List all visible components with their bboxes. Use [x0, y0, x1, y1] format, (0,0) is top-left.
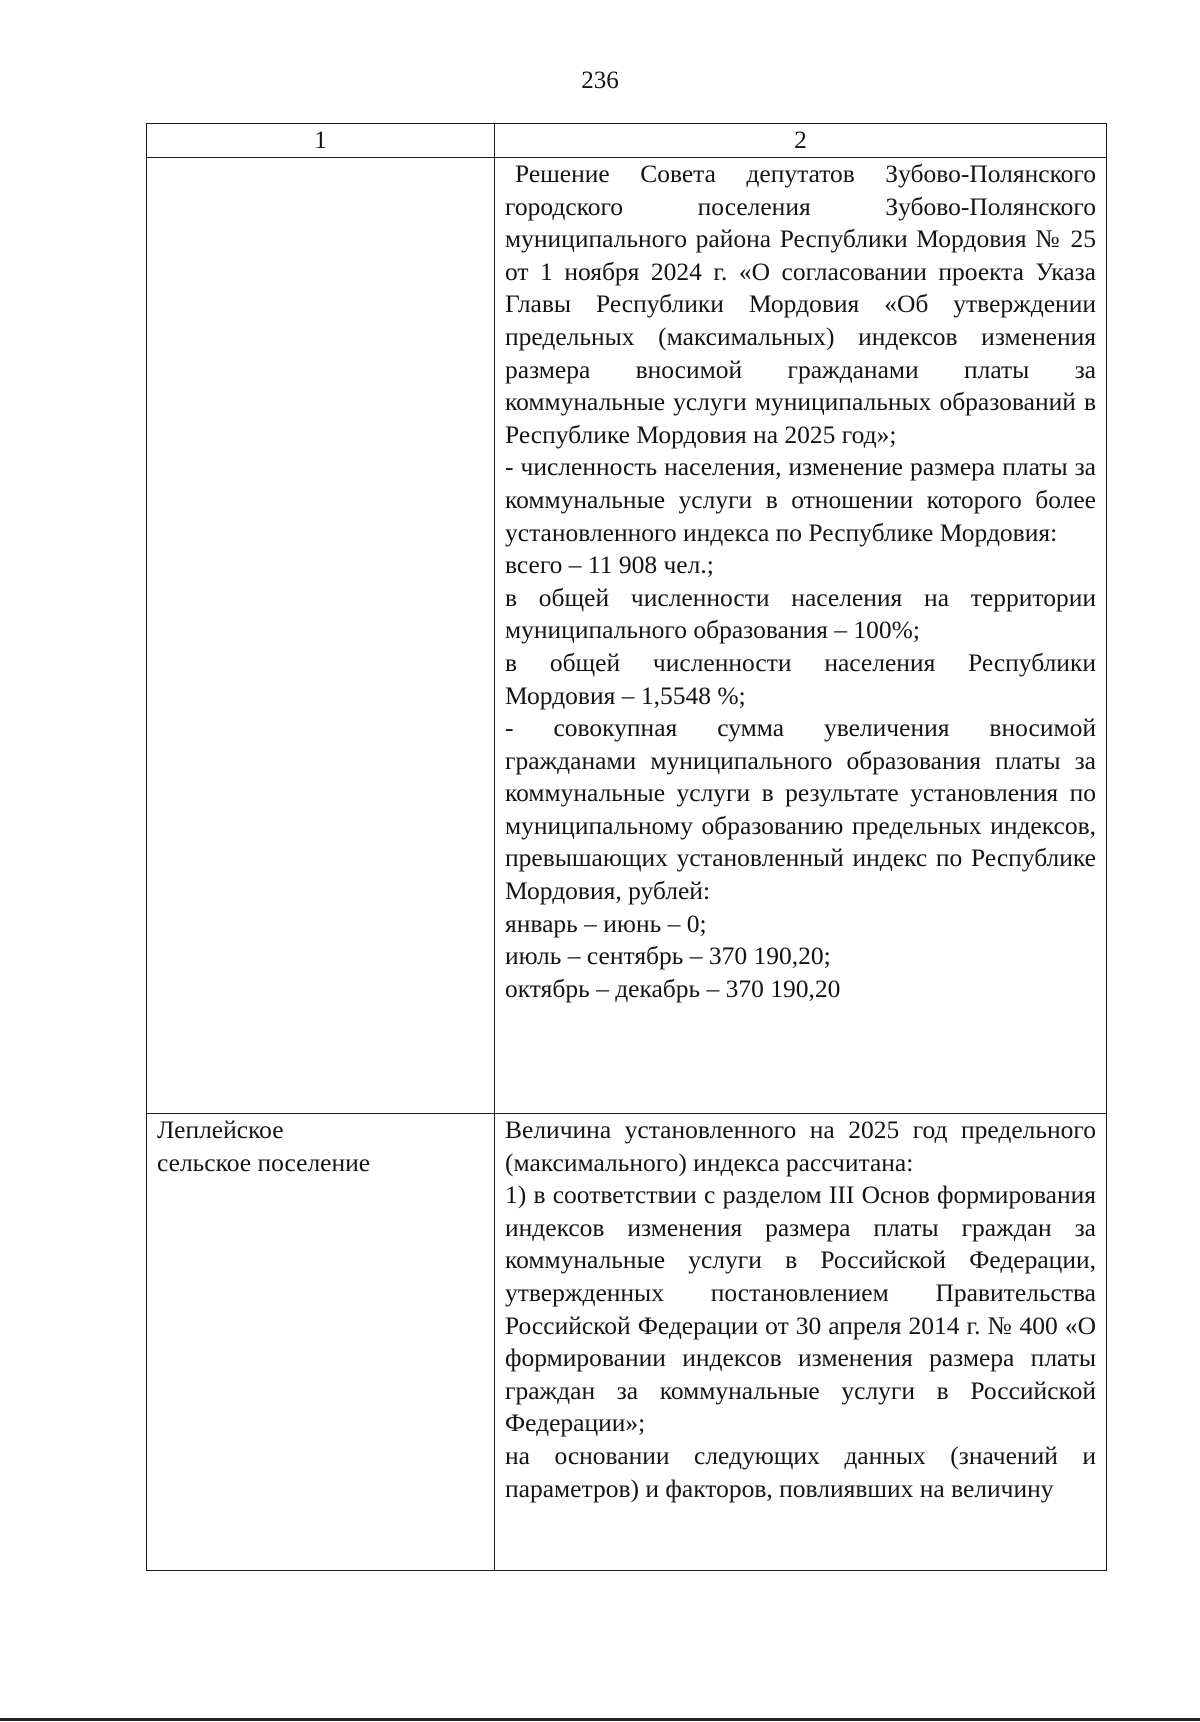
paragraph: в общей численности населения на территории муниципального образования – 100%;	[505, 582, 1096, 645]
table-row	[147, 1114, 1107, 1571]
details-cell	[495, 158, 1107, 1114]
paragraph: - численность населения, изменение размера платы за коммунальные услуги в отношении которого более установленного индекса по Республике Мордовия:	[505, 452, 1096, 547]
paragraph: Величина установленного на 2025 год предельного (максимального) индекса рассчитана:	[505, 1115, 1096, 1177]
paragraph: в общей численности населения Республики Мордовия – 1,5548 %;	[505, 647, 1096, 710]
page-number: 236	[581, 67, 619, 94]
table-header-row	[147, 124, 1107, 158]
paragraph: на основании следующих данных (значений и параметров) и факторов, повлиявших на величину	[505, 1440, 1096, 1503]
paragraph: 1) в соответствии с разделом III Основ формирования индексов изменения размера платы граждан за коммунальные услуги в Российской Федерации, утвержденных постановлением Правительства Российской Федерации от 30 апреля 2014 г. № 400 «О формировании индексов изменения размера платы граждан за коммунальные услуги в Российской Федерации»;	[505, 1180, 1096, 1438]
municipality-cell	[147, 1114, 495, 1571]
header-cell-1: 1	[147, 124, 495, 158]
paragraph: всего – 11 908 чел.;	[505, 550, 714, 580]
municipality-cell	[147, 158, 495, 1114]
paragraph: июль – сентябрь – 370 190,20;	[505, 941, 831, 971]
municipality-name-line: сельское поселение	[157, 1147, 371, 1177]
document-table	[146, 123, 1107, 1571]
paragraph: январь – июнь – 0;	[505, 908, 707, 938]
paragraph: - совокупная сумма увеличения вносимой гражданами муниципального образования платы за коммунальные услуги в результате установления по муниципальному образованию предельных индексов, превышающих установленный индекс по Республике Мордовия, рублей:	[505, 713, 1096, 906]
scan-edge-line	[0, 1718, 1200, 1721]
paragraph: Решение Совета депутатов Зубово-Полянского городского поселения Зубово-Полянского муниципального района Республики Мордовия № 25 от 1 ноября 2024 г. «О согласовании проекта Указа Главы Республики Мордовия «Об утверждении предельных (максимальных) индексов изменения размера вносимой гражданами платы за коммунальные услуги муниципальных образований в Республике Мордовия на 2025 год»;	[505, 159, 1096, 449]
paragraph: октябрь – декабрь – 370 190,20	[505, 973, 841, 1003]
details-cell	[495, 1114, 1107, 1571]
header-cell-2: 2	[495, 124, 1107, 158]
municipality-name-line: Леплейское	[157, 1115, 284, 1144]
table-row	[147, 158, 1107, 1114]
